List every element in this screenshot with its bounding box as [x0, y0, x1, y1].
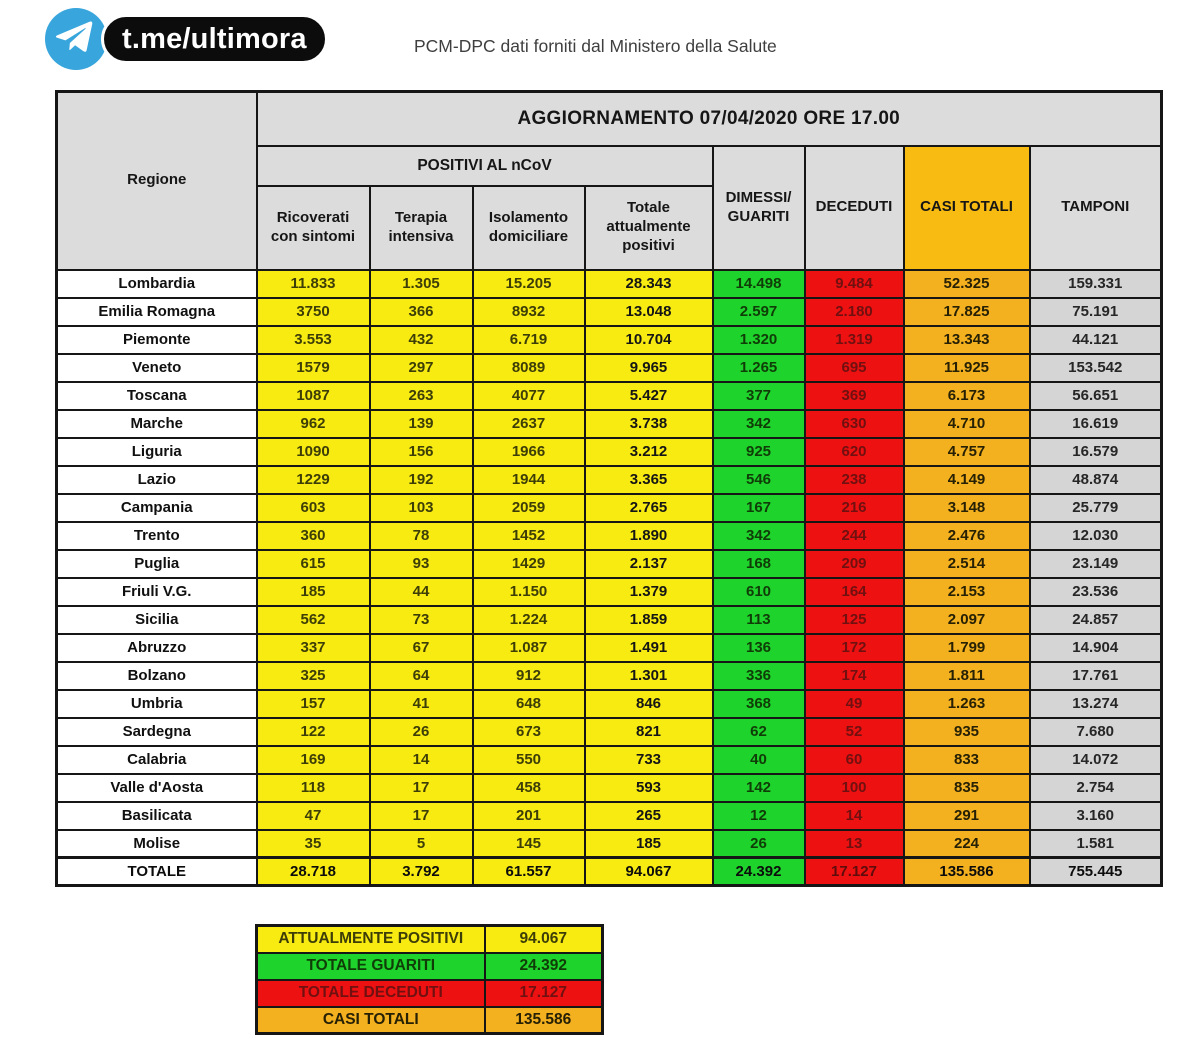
cell-dimessi-guariti: 342: [713, 410, 805, 438]
cell-isolamento: 15.205: [473, 270, 585, 298]
cell-casi-totali: 4.757: [904, 438, 1030, 466]
cell-isolamento: 1944: [473, 466, 585, 494]
cell-terapia-intensiva: 17: [370, 774, 473, 802]
cell-totale-positivi: 2.137: [585, 550, 713, 578]
cell-casi-totali: 833: [904, 746, 1030, 774]
cell-tamponi: 7.680: [1030, 718, 1162, 746]
cell-deceduti: 125: [805, 606, 904, 634]
cell-deceduti: 630: [805, 410, 904, 438]
cell-ricoverati: 562: [257, 606, 370, 634]
table-title: AGGIORNAMENTO 07/04/2020 ORE 17.00: [257, 92, 1162, 146]
cell-totale-positivi: 593: [585, 774, 713, 802]
legend-row: [257, 1007, 603, 1034]
cell-totale-positivi: 94.067: [585, 858, 713, 886]
region-row: [57, 466, 1162, 494]
region-row: [57, 354, 1162, 382]
cell-isolamento: 1.224: [473, 606, 585, 634]
cell-region: Abruzzo: [57, 634, 257, 662]
cell-isolamento: 673: [473, 718, 585, 746]
region-row: [57, 494, 1162, 522]
cell-isolamento: 8932: [473, 298, 585, 326]
cell-deceduti: 1.319: [805, 326, 904, 354]
cell-dimessi-guariti: 368: [713, 690, 805, 718]
cell-terapia-intensiva: 139: [370, 410, 473, 438]
cell-terapia-intensiva: 26: [370, 718, 473, 746]
cell-dimessi-guariti: 136: [713, 634, 805, 662]
cell-deceduti: 172: [805, 634, 904, 662]
cell-casi-totali: 935: [904, 718, 1030, 746]
cell-tamponi: 56.651: [1030, 382, 1162, 410]
cell-ricoverati: 35: [257, 830, 370, 858]
cell-ricoverati: 1229: [257, 466, 370, 494]
cell-totale-positivi: 2.765: [585, 494, 713, 522]
cell-region: Emilia Romagna: [57, 298, 257, 326]
cell-tamponi: 755.445: [1030, 858, 1162, 886]
cell-region: Campania: [57, 494, 257, 522]
cell-deceduti: 100: [805, 774, 904, 802]
cell-tamponi: 24.857: [1030, 606, 1162, 634]
cell-ricoverati: 1579: [257, 354, 370, 382]
cell-isolamento: 145: [473, 830, 585, 858]
cell-terapia-intensiva: 67: [370, 634, 473, 662]
cell-region: Puglia: [57, 550, 257, 578]
cell-tamponi: 14.072: [1030, 746, 1162, 774]
cell-tamponi: 1.581: [1030, 830, 1162, 858]
cell-tamponi: 48.874: [1030, 466, 1162, 494]
cell-terapia-intensiva: 78: [370, 522, 473, 550]
cell-isolamento: 6.719: [473, 326, 585, 354]
region-row: [57, 746, 1162, 774]
cell-isolamento: 61.557: [473, 858, 585, 886]
region-row: [57, 606, 1162, 634]
cell-dimessi-guariti: 26: [713, 830, 805, 858]
cell-totale-positivi: 821: [585, 718, 713, 746]
cell-dimessi-guariti: 62: [713, 718, 805, 746]
cell-isolamento: 8089: [473, 354, 585, 382]
cell-casi-totali: 2.476: [904, 522, 1030, 550]
tamponi-header: TAMPONI: [1030, 146, 1162, 270]
cell-terapia-intensiva: 14: [370, 746, 473, 774]
cell-terapia-intensiva: 297: [370, 354, 473, 382]
cell-totale-positivi: 1.491: [585, 634, 713, 662]
cell-ricoverati: 122: [257, 718, 370, 746]
cell-totale-positivi: 1.890: [585, 522, 713, 550]
cell-totale-positivi: 1.301: [585, 662, 713, 690]
cell-dimessi-guariti: 40: [713, 746, 805, 774]
source-caption: PCM-DPC dati forniti dal Ministero della Salute: [414, 36, 777, 56]
cell-ricoverati: 118: [257, 774, 370, 802]
cell-region: Molise: [57, 830, 257, 858]
cell-deceduti: 14: [805, 802, 904, 830]
cell-ricoverati: 47: [257, 802, 370, 830]
cell-isolamento: 1429: [473, 550, 585, 578]
cell-tamponi: 14.904: [1030, 634, 1162, 662]
cell-casi-totali: 13.343: [904, 326, 1030, 354]
cell-casi-totali: 17.825: [904, 298, 1030, 326]
cell-region: Calabria: [57, 746, 257, 774]
cell-tamponi: 44.121: [1030, 326, 1162, 354]
cell-casi-totali: 2.514: [904, 550, 1030, 578]
cell-casi-totali: 11.925: [904, 354, 1030, 382]
deceduti-header: DECEDUTI: [805, 146, 904, 270]
legend-label: TOTALE DECEDUTI: [257, 980, 485, 1007]
cell-isolamento: 912: [473, 662, 585, 690]
cell-totale-positivi: 3.365: [585, 466, 713, 494]
cell-dimessi-guariti: 342: [713, 522, 805, 550]
cell-totale-positivi: 265: [585, 802, 713, 830]
cell-casi-totali: 1.799: [904, 634, 1030, 662]
cell-isolamento: 550: [473, 746, 585, 774]
cell-dimessi-guariti: 167: [713, 494, 805, 522]
cell-region: Liguria: [57, 438, 257, 466]
cell-casi-totali: 52.325: [904, 270, 1030, 298]
cell-ricoverati: 360: [257, 522, 370, 550]
cell-deceduti: 695: [805, 354, 904, 382]
cell-dimessi-guariti: 24.392: [713, 858, 805, 886]
cell-dimessi-guariti: 336: [713, 662, 805, 690]
cell-tamponi: 17.761: [1030, 662, 1162, 690]
region-row: [57, 634, 1162, 662]
cell-tamponi: 23.536: [1030, 578, 1162, 606]
isolamento-header: Isolamento domiciliare: [473, 186, 585, 270]
legend-row: [257, 980, 603, 1007]
region-row: [57, 382, 1162, 410]
cell-dimessi-guariti: 377: [713, 382, 805, 410]
cell-totale-positivi: 10.704: [585, 326, 713, 354]
cell-terapia-intensiva: 103: [370, 494, 473, 522]
cell-ricoverati: 615: [257, 550, 370, 578]
cell-terapia-intensiva: 1.305: [370, 270, 473, 298]
region-row: [57, 298, 1162, 326]
cell-terapia-intensiva: 3.792: [370, 858, 473, 886]
cell-region: Bolzano: [57, 662, 257, 690]
cell-totale-positivi: 733: [585, 746, 713, 774]
cell-isolamento: 458: [473, 774, 585, 802]
cell-casi-totali: 135.586: [904, 858, 1030, 886]
region-row: [57, 802, 1162, 830]
cell-region: Sicilia: [57, 606, 257, 634]
cell-ricoverati: 28.718: [257, 858, 370, 886]
cell-region: Lazio: [57, 466, 257, 494]
cell-deceduti: 2.180: [805, 298, 904, 326]
cell-ricoverati: 603: [257, 494, 370, 522]
region-row: [57, 270, 1162, 298]
cell-region: Piemonte: [57, 326, 257, 354]
covid-data-table: [55, 90, 1163, 887]
cell-isolamento: 2637: [473, 410, 585, 438]
cell-dimessi-guariti: 14.498: [713, 270, 805, 298]
cell-isolamento: 1452: [473, 522, 585, 550]
cell-totale-positivi: 28.343: [585, 270, 713, 298]
cell-tamponi: 16.619: [1030, 410, 1162, 438]
cell-ricoverati: 157: [257, 690, 370, 718]
cell-ricoverati: 1090: [257, 438, 370, 466]
cell-casi-totali: 2.153: [904, 578, 1030, 606]
telegram-icon: [45, 8, 107, 70]
cell-casi-totali: 3.148: [904, 494, 1030, 522]
dimessi-guariti-header: DIMESSI/ GUARITI: [713, 146, 805, 270]
cell-dimessi-guariti: 12: [713, 802, 805, 830]
cell-terapia-intensiva: 41: [370, 690, 473, 718]
legend-label: TOTALE GUARITI: [257, 953, 485, 980]
channel-badge[interactable]: t.me/ultimora: [101, 14, 328, 64]
cell-ricoverati: 962: [257, 410, 370, 438]
region-row: [57, 438, 1162, 466]
cell-dimessi-guariti: 142: [713, 774, 805, 802]
positivi-group-header: POSITIVI AL nCoV: [257, 146, 713, 186]
cell-tamponi: 3.160: [1030, 802, 1162, 830]
legend-label: ATTUALMENTE POSITIVI: [257, 926, 485, 953]
cell-region: Basilicata: [57, 802, 257, 830]
legend-value: 135.586: [485, 1007, 603, 1034]
totale-positivi-header: Totale attualmente positivi: [585, 186, 713, 270]
cell-casi-totali: 835: [904, 774, 1030, 802]
region-row: [57, 522, 1162, 550]
cell-isolamento: 4077: [473, 382, 585, 410]
cell-isolamento: 1966: [473, 438, 585, 466]
region-row: [57, 718, 1162, 746]
region-row: [57, 690, 1162, 718]
ricoverati-header: Ricoverati con sintomi: [257, 186, 370, 270]
legend-label: CASI TOTALI: [257, 1007, 485, 1034]
cell-totale-positivi: 9.965: [585, 354, 713, 382]
casi-totali-header: CASI TOTALI: [904, 146, 1030, 270]
cell-casi-totali: 291: [904, 802, 1030, 830]
cell-terapia-intensiva: 17: [370, 802, 473, 830]
legend-value: 94.067: [485, 926, 603, 953]
cell-totale-positivi: 1.379: [585, 578, 713, 606]
region-row: [57, 410, 1162, 438]
cell-tamponi: 12.030: [1030, 522, 1162, 550]
cell-dimessi-guariti: 113: [713, 606, 805, 634]
cell-isolamento: 1.150: [473, 578, 585, 606]
cell-region: Friuli V.G.: [57, 578, 257, 606]
cell-terapia-intensiva: 432: [370, 326, 473, 354]
cell-deceduti: 174: [805, 662, 904, 690]
cell-casi-totali: 6.173: [904, 382, 1030, 410]
cell-deceduti: 369: [805, 382, 904, 410]
region-row: [57, 578, 1162, 606]
cell-casi-totali: 1.811: [904, 662, 1030, 690]
terapia-intensiva-header: Terapia intensiva: [370, 186, 473, 270]
cell-dimessi-guariti: 1.265: [713, 354, 805, 382]
region-row: [57, 550, 1162, 578]
cell-terapia-intensiva: 5: [370, 830, 473, 858]
cell-casi-totali: 1.263: [904, 690, 1030, 718]
legend-value: 17.127: [485, 980, 603, 1007]
cell-ricoverati: 3750: [257, 298, 370, 326]
cell-dimessi-guariti: 546: [713, 466, 805, 494]
cell-ricoverati: 325: [257, 662, 370, 690]
legend-value: 24.392: [485, 953, 603, 980]
cell-tamponi: 75.191: [1030, 298, 1162, 326]
cell-tamponi: 13.274: [1030, 690, 1162, 718]
cell-region: TOTALE: [57, 858, 257, 886]
cell-casi-totali: 2.097: [904, 606, 1030, 634]
cell-terapia-intensiva: 263: [370, 382, 473, 410]
paper-plane-icon: [55, 21, 93, 59]
cell-deceduti: 17.127: [805, 858, 904, 886]
legend-row: [257, 926, 603, 953]
cell-deceduti: 9.484: [805, 270, 904, 298]
cell-deceduti: 238: [805, 466, 904, 494]
cell-region: Marche: [57, 410, 257, 438]
cell-region: Valle d'Aosta: [57, 774, 257, 802]
cell-totale-positivi: 3.212: [585, 438, 713, 466]
cell-deceduti: 209: [805, 550, 904, 578]
cell-ricoverati: 337: [257, 634, 370, 662]
cell-deceduti: 49: [805, 690, 904, 718]
cell-tamponi: 23.149: [1030, 550, 1162, 578]
summary-legend: [255, 924, 604, 1035]
cell-terapia-intensiva: 64: [370, 662, 473, 690]
cell-isolamento: 1.087: [473, 634, 585, 662]
cell-deceduti: 52: [805, 718, 904, 746]
cell-totale-positivi: 13.048: [585, 298, 713, 326]
cell-region: Sardegna: [57, 718, 257, 746]
cell-dimessi-guariti: 610: [713, 578, 805, 606]
cell-terapia-intensiva: 366: [370, 298, 473, 326]
cell-isolamento: 648: [473, 690, 585, 718]
total-row: [57, 858, 1162, 886]
cell-ricoverati: 1087: [257, 382, 370, 410]
cell-ricoverati: 169: [257, 746, 370, 774]
cell-totale-positivi: 5.427: [585, 382, 713, 410]
cell-tamponi: 25.779: [1030, 494, 1162, 522]
cell-casi-totali: 4.149: [904, 466, 1030, 494]
cell-terapia-intensiva: 93: [370, 550, 473, 578]
cell-isolamento: 2059: [473, 494, 585, 522]
cell-deceduti: 216: [805, 494, 904, 522]
cell-dimessi-guariti: 1.320: [713, 326, 805, 354]
region-row: [57, 774, 1162, 802]
region-column-header: Regione: [57, 92, 257, 270]
cell-region: Lombardia: [57, 270, 257, 298]
cell-totale-positivi: 185: [585, 830, 713, 858]
cell-totale-positivi: 846: [585, 690, 713, 718]
cell-region: Veneto: [57, 354, 257, 382]
cell-casi-totali: 4.710: [904, 410, 1030, 438]
legend-row: [257, 953, 603, 980]
cell-deceduti: 13: [805, 830, 904, 858]
cell-region: Toscana: [57, 382, 257, 410]
cell-region: Umbria: [57, 690, 257, 718]
cell-dimessi-guariti: 925: [713, 438, 805, 466]
cell-dimessi-guariti: 168: [713, 550, 805, 578]
region-row: [57, 662, 1162, 690]
cell-tamponi: 153.542: [1030, 354, 1162, 382]
cell-ricoverati: 11.833: [257, 270, 370, 298]
cell-terapia-intensiva: 73: [370, 606, 473, 634]
cell-tamponi: 16.579: [1030, 438, 1162, 466]
cell-tamponi: 2.754: [1030, 774, 1162, 802]
cell-totale-positivi: 3.738: [585, 410, 713, 438]
cell-deceduti: 60: [805, 746, 904, 774]
cell-casi-totali: 224: [904, 830, 1030, 858]
cell-ricoverati: 3.553: [257, 326, 370, 354]
cell-totale-positivi: 1.859: [585, 606, 713, 634]
region-row: [57, 326, 1162, 354]
cell-terapia-intensiva: 192: [370, 466, 473, 494]
cell-dimessi-guariti: 2.597: [713, 298, 805, 326]
cell-tamponi: 159.331: [1030, 270, 1162, 298]
cell-ricoverati: 185: [257, 578, 370, 606]
cell-deceduti: 164: [805, 578, 904, 606]
cell-terapia-intensiva: 156: [370, 438, 473, 466]
region-row: [57, 830, 1162, 858]
cell-deceduti: 620: [805, 438, 904, 466]
cell-deceduti: 244: [805, 522, 904, 550]
cell-region: Trento: [57, 522, 257, 550]
cell-isolamento: 201: [473, 802, 585, 830]
cell-terapia-intensiva: 44: [370, 578, 473, 606]
